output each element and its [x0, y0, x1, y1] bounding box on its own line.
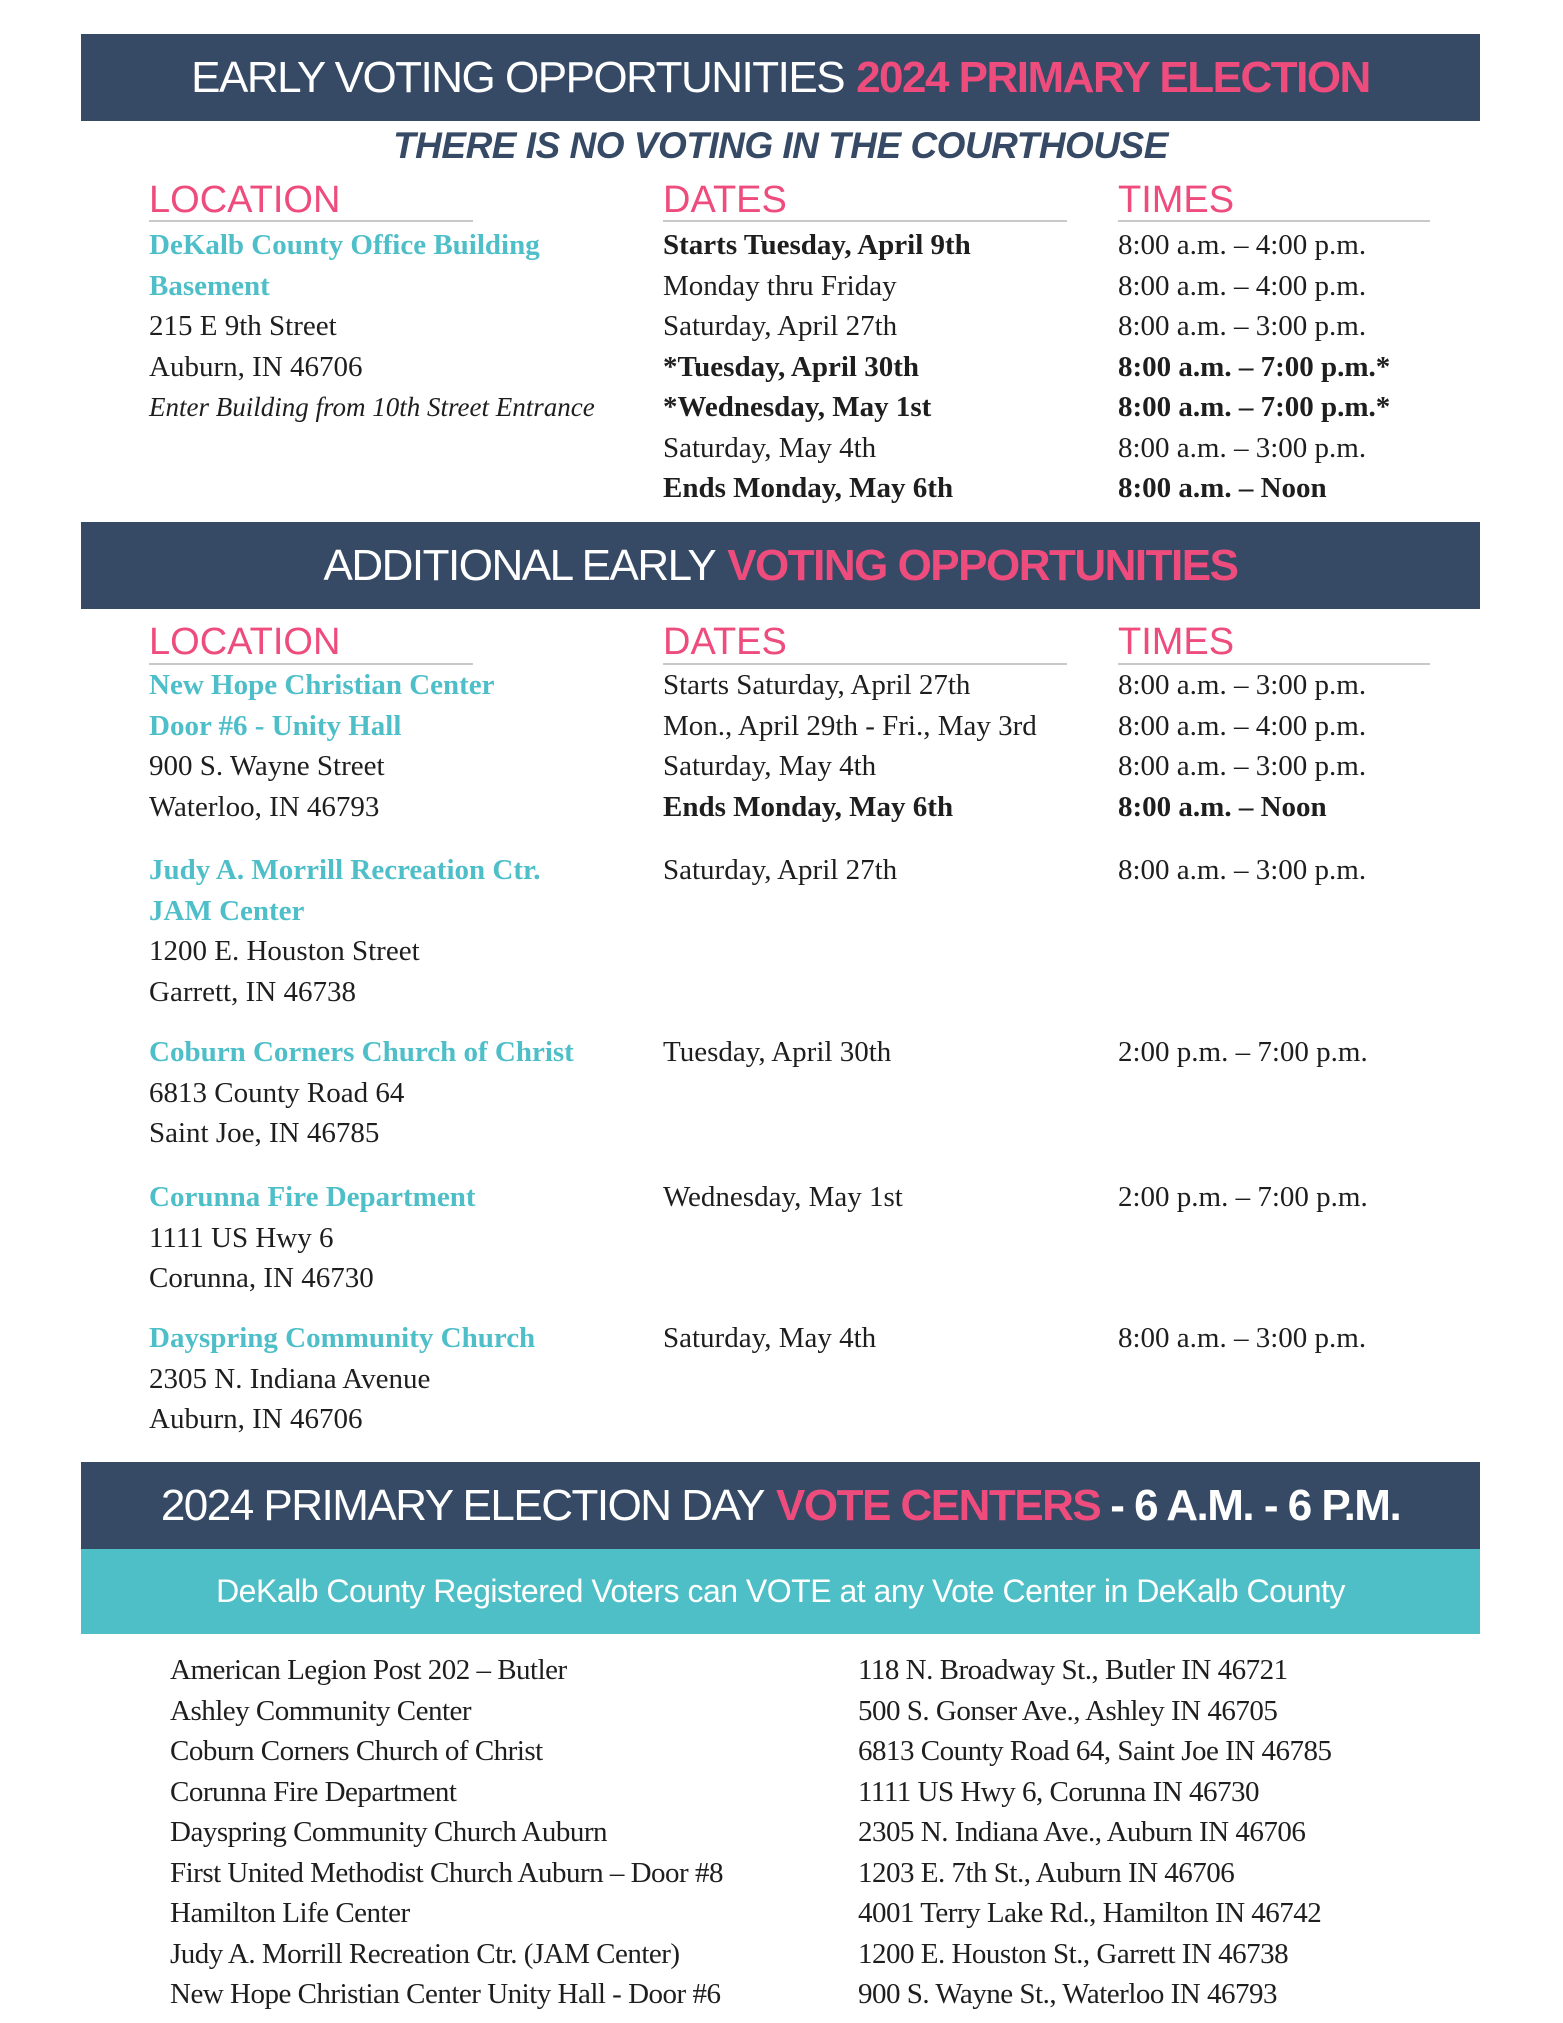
- date-item: Monday thru Friday: [663, 269, 897, 302]
- vote-center-name: Hamilton Life Center: [170, 1897, 410, 1929]
- site-dayspring-times: [1118, 1318, 1366, 1359]
- location-address: Auburn, IN 46706: [149, 350, 363, 383]
- vote-center-addresses: [858, 1650, 1332, 2015]
- time-item: 8:00 a.m. – 3:00 p.m.: [1118, 1322, 1367, 1354]
- vote-center-address: 2305 N. Indiana Ave., Auburn IN 46706: [858, 1816, 1306, 1848]
- times-column-header: TIMES: [1118, 621, 1235, 663]
- date-item: Tuesday, April 30th: [663, 1036, 892, 1068]
- dates-column-header: DATES: [663, 179, 787, 221]
- site-jam-center-dates: [663, 850, 897, 891]
- location-address: 215 E 9th Street: [149, 310, 337, 342]
- date-item: Wednesday, May 1st: [663, 1181, 903, 1213]
- vote-center-name: Judy A. Morrill Recreation Ctr. (JAM Center): [170, 1937, 680, 1970]
- location-address: 1111 US Hwy 6: [149, 1221, 334, 1254]
- location-name: Corunna Fire Department: [149, 1181, 476, 1213]
- banner-title-accent: 2024 PRIMARY ELECTION: [856, 52, 1370, 102]
- date-item: Saturday, May 4th: [663, 431, 877, 464]
- vote-center-name: American Legion Post 202 – Butler: [170, 1654, 567, 1686]
- date-item: *Wednesday, May 1st: [663, 391, 932, 423]
- time-item: 8:00 a.m. – 3:00 p.m.: [1118, 431, 1367, 464]
- main-location: [149, 225, 595, 428]
- site-jam-center-location: [149, 850, 540, 1012]
- site-dayspring-location: [149, 1318, 535, 1440]
- banner-title-accent: VOTING OPPORTUNITIES: [727, 540, 1238, 590]
- location-address: 2305 N. Indiana Avenue: [149, 1362, 431, 1395]
- site-new-hope-times: [1118, 665, 1366, 827]
- dates-column-header: DATES: [663, 621, 787, 663]
- time-item: 8:00 a.m. – 3:00 p.m.: [1118, 854, 1367, 886]
- date-item: Mon., April 29th - Fri., May 3rd: [663, 709, 1037, 742]
- date-item: Ends Monday, May 6th: [663, 472, 954, 504]
- time-item: 8:00 a.m. – Noon: [1118, 790, 1327, 823]
- column-rule: [663, 220, 1067, 222]
- time-item: 8:00 a.m. – Noon: [1118, 472, 1327, 504]
- location-name: Dayspring Community Church: [149, 1322, 536, 1354]
- vote-center-name: Corunna Fire Department: [170, 1775, 457, 1808]
- column-rule: [1118, 220, 1430, 222]
- vote-center-name: First United Methodist Church Auburn – Door #8: [170, 1856, 723, 1889]
- vote-center-address: 1200 E. Houston St., Garrett IN 46738: [858, 1937, 1289, 1970]
- times-column-header: TIMES: [1118, 179, 1235, 221]
- site-corunna-fire-times: [1118, 1177, 1368, 1218]
- vote-center-address: 6813 County Road 64, Saint Joe IN 46785: [858, 1735, 1332, 1767]
- vote-center-name: New Hope Christian Center Unity Hall - Door #6: [170, 1978, 721, 2010]
- vote-center-address: 500 S. Gonser Ave., Ashley IN 46705: [858, 1694, 1278, 1727]
- location-name: Basement: [149, 269, 270, 302]
- date-item: Saturday, May 4th: [663, 1322, 877, 1354]
- site-new-hope-dates: [663, 665, 1037, 827]
- vote-center-name: Ashley Community Center: [170, 1694, 472, 1727]
- vote-center-address: 1203 E. 7th St., Auburn IN 46706: [858, 1856, 1235, 1889]
- vote-hours: - 6 A.M. - 6 P.M.: [1110, 1480, 1401, 1530]
- banner-title: ADDITIONAL EARLY: [323, 540, 716, 590]
- time-item: 8:00 a.m. – 4:00 p.m.: [1118, 229, 1367, 261]
- location-address: 6813 County Road 64: [149, 1076, 405, 1109]
- location-address: 900 S. Wayne Street: [149, 750, 385, 782]
- location-address: Corunna, IN 46730: [149, 1262, 374, 1294]
- time-item: 2:00 p.m. – 7:00 p.m.: [1118, 1181, 1368, 1213]
- vote-center-notice: [81, 1549, 1480, 1634]
- location-address: Garrett, IN 46738: [149, 975, 356, 1008]
- banner-title: EARLY VOTING OPPORTUNITIES: [191, 52, 845, 102]
- location-column-header: LOCATION: [149, 179, 341, 221]
- early-voting-banner: [81, 34, 1480, 121]
- vote-center-names: [170, 1650, 723, 2015]
- location-name: New Hope Christian Center: [149, 669, 495, 701]
- location-address: Waterloo, IN 46793: [149, 790, 380, 823]
- vote-center-address: 900 S. Wayne St., Waterloo IN 46793: [858, 1978, 1277, 2010]
- location-address: 1200 E. Houston Street: [149, 935, 420, 967]
- vote-centers-banner: [81, 1462, 1480, 1549]
- site-coburn-corners-times: [1118, 1032, 1368, 1073]
- date-item: *Tuesday, April 30th: [663, 350, 919, 383]
- location-name: Coburn Corners Church of Christ: [149, 1036, 574, 1068]
- site-new-hope-location: [149, 665, 495, 827]
- times-list: [1118, 225, 1390, 509]
- column-rule: [149, 220, 473, 222]
- time-item: 8:00 a.m. – 4:00 p.m.: [1118, 269, 1367, 302]
- location-address: Auburn, IN 46706: [149, 1403, 363, 1435]
- time-item: 8:00 a.m. – 4:00 p.m.: [1118, 709, 1367, 742]
- time-item: 8:00 a.m. – 3:00 p.m.: [1118, 310, 1367, 342]
- banner-title: 2024 PRIMARY ELECTION DAY: [160, 1480, 764, 1530]
- additional-voting-banner: [81, 522, 1480, 609]
- dates-list: [663, 225, 971, 509]
- vote-center-address: 118 N. Broadway St., Butler IN 46721: [858, 1654, 1288, 1686]
- location-name: Judy A. Morrill Recreation Ctr.: [149, 854, 541, 886]
- entrance-note: Enter Building from 10th Street Entrance: [149, 392, 595, 422]
- notice-text: DeKalb County Registered Voters can VOTE at any Vote Center in DeKalb County: [216, 1573, 1345, 1609]
- location-address: Saint Joe, IN 46785: [149, 1117, 380, 1149]
- site-coburn-corners-location: [149, 1032, 574, 1154]
- location-name: Door #6 - Unity Hall: [149, 709, 402, 742]
- no-courthouse-notice: THERE IS NO VOTING IN THE COURTHOUSE: [393, 125, 1168, 166]
- location-name: JAM Center: [149, 894, 305, 927]
- time-item: 2:00 p.m. – 7:00 p.m.: [1118, 1036, 1368, 1068]
- site-corunna-fire-dates: [663, 1177, 903, 1218]
- vote-center-address: 1111 US Hwy 6, Corunna IN 46730: [858, 1775, 1259, 1808]
- time-item: 8:00 a.m. – 3:00 p.m.: [1118, 669, 1367, 701]
- site-corunna-fire-location: [149, 1177, 475, 1299]
- time-item: 8:00 a.m. – 7:00 p.m.*: [1118, 391, 1391, 423]
- vote-center-name: Dayspring Community Church Auburn: [170, 1816, 608, 1848]
- site-dayspring-dates: [663, 1318, 876, 1359]
- location-name: DeKalb County Office Building: [149, 229, 540, 261]
- date-item: Saturday, April 27th: [663, 854, 898, 886]
- date-item: Starts Tuesday, April 9th: [663, 229, 971, 261]
- date-item: Saturday, May 4th: [663, 750, 877, 782]
- date-item: Starts Saturday, April 27th: [663, 669, 971, 701]
- vote-center-address: 4001 Terry Lake Rd., Hamilton IN 46742: [858, 1897, 1322, 1929]
- date-item: Saturday, April 27th: [663, 310, 898, 342]
- time-item: 8:00 a.m. – 3:00 p.m.: [1118, 750, 1367, 782]
- banner-title-accent: VOTE CENTERS: [776, 1480, 1101, 1530]
- site-jam-center-times: [1118, 850, 1366, 891]
- time-item: 8:00 a.m. – 7:00 p.m.*: [1118, 350, 1391, 383]
- site-coburn-corners-dates: [663, 1032, 891, 1073]
- location-column-header: LOCATION: [149, 621, 341, 663]
- vote-center-name: Coburn Corners Church of Christ: [170, 1735, 543, 1767]
- date-item: Ends Monday, May 6th: [663, 790, 954, 823]
